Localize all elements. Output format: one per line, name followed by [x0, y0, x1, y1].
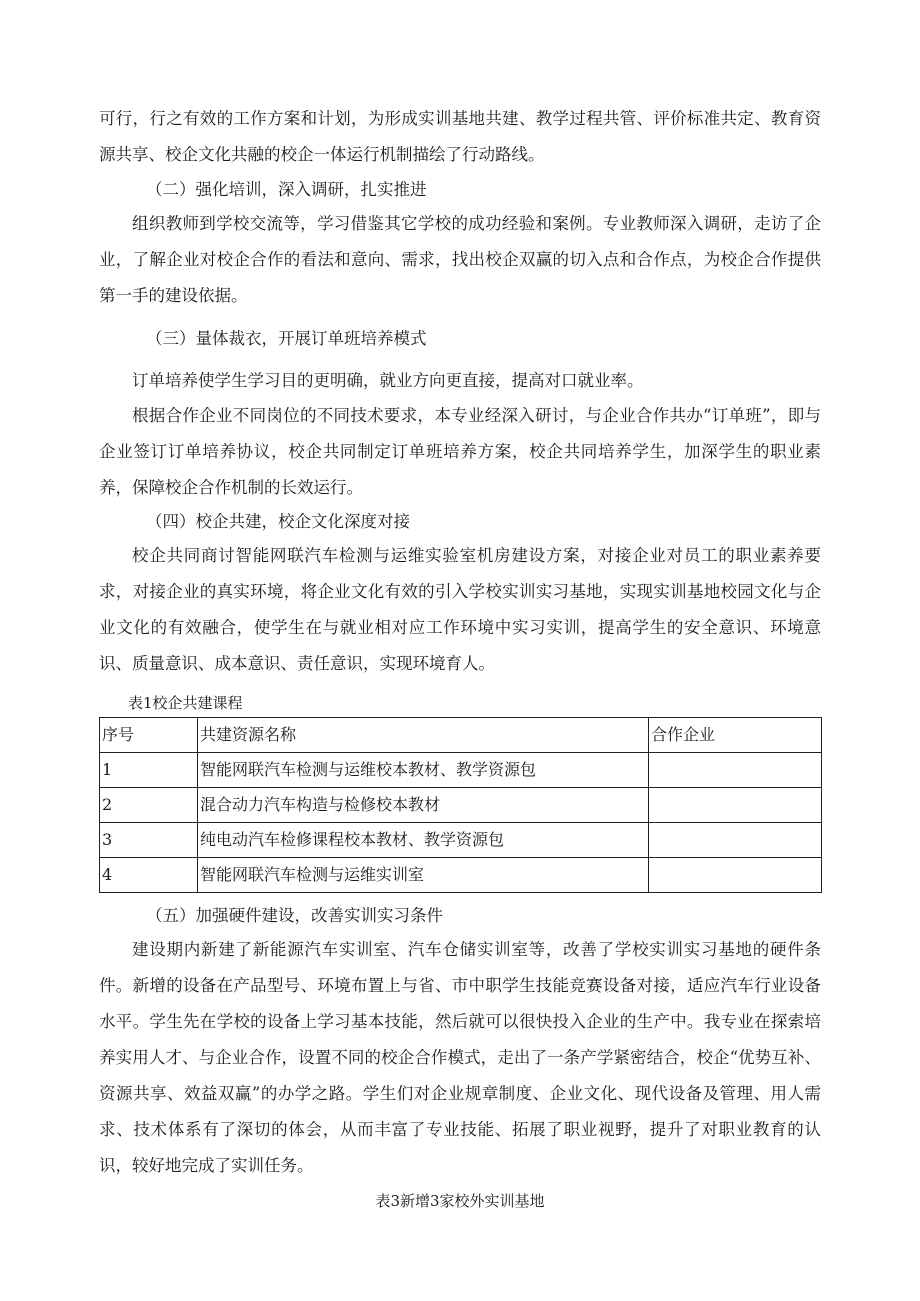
header-index: 序号: [100, 718, 198, 753]
cell-partner-company: [649, 823, 822, 858]
cell-resource-name: 智能网联汽车检测与运维校本教材、教学资源包: [198, 753, 649, 788]
table-header-row: [100, 718, 822, 753]
cell-resource-name: 混合动力汽车构造与检修校本教材: [198, 788, 649, 823]
cell-resource-name: 智能网联汽车检测与运维实训室: [198, 858, 649, 893]
cell-resource-name: 纯电动汽车检修课程校本教材、教学资源包: [198, 823, 649, 858]
cell-index: 2: [100, 788, 198, 823]
header-partner-company: 合作企业: [649, 718, 822, 753]
table3-caption: 表3新增3家校外实训基地: [375, 1192, 545, 1210]
paragraph-hardware-construction: 建设期内新建了新能源汽车实训室、汽车仓储实训室等，改善了学校实训实习基地的硬件条件。新增的设备在产品型号、环境布置上与省、市中职学生技能竞赛设备对接，适应汽车行业设备水平。学生先在学校的设备上学习基本技能，然后就可以很快投入企业的生产中。我专业在探索培养实用人才、与企业合作，设置不同的校企合作模式，走出了一条产学紧密结合，校企“优势互补、资源共享、效益双赢”的办学之路。学生们对企业规章制度、企业文化、现代设备及管理、用人需求、技术体系有了深切的体会，从而丰富了专业技能、拓展了职业视野，提升了对职业教育的认识，较好地完成了实训任务。: [99, 940, 821, 1175]
table-row: [100, 823, 822, 858]
paragraph-order-training-intro: 订单培养使学生学习目的更明确，就业方向更直接，提高对口就业率。: [132, 371, 644, 390]
cell-index: 3: [100, 823, 198, 858]
paragraph-culture-integration: 校企共同商讨智能网联汽车检测与运维实验室机房建设方案，对接企业对员工的职业素养要求，对接企业的真实环境，将企业文化有效的引入学校实训实习基地，实现实训基地校园文化与企业文化的有效融合，使学生在与就业相对应工作环境中实习实训，提高学生的安全意识、环境意识、质量意识、成本意识、责任意识，实现环境育人。: [99, 546, 821, 673]
section-heading-5: （五）加强硬件建设，改善实训实习条件: [146, 906, 443, 925]
table1-caption: 表1校企共建课程: [128, 694, 243, 712]
header-resource-name: 共建资源名称: [198, 718, 649, 753]
cell-partner-company: [649, 753, 822, 788]
table-row: [100, 788, 822, 823]
cell-partner-company: [649, 858, 822, 893]
paragraph-order-class: 根据合作企业不同岗位的不同技术要求，本专业经深入研讨，与企业合作共办“订单班”，即与企业签订订单培养协议，校企共同制定订单班培养方案，校企共同培养学生，加深学生的职业素养，保障校企合作机制的长效运行。: [99, 406, 821, 497]
co-built-courses-table: [99, 717, 822, 893]
table-row: [100, 753, 822, 788]
table-row: [100, 858, 822, 893]
paragraph-training-research: 组织教师到学校交流等，学习借鉴其它学校的成功经验和案例。专业教师深入调研，走访了企业，了解企业对校企合作的看法和意向、需求，找出校企双赢的切入点和合作点，为校企合作提供第一手的建设依据。: [99, 214, 821, 305]
cell-index: 1: [100, 753, 198, 788]
section-heading-4: （四）校企共建，校企文化深度对接: [146, 512, 410, 531]
paragraph-action-plan: 可行，行之有效的工作方案和计划，为形成实训基地共建、教学过程共管、评价标准共定、教育资源共享、校企文化共融的校企一体运行机制描绘了行动路线。: [99, 109, 821, 164]
section-heading-2: （二）强化培训，深入调研，扎实推进: [146, 180, 427, 199]
cell-index: 4: [100, 858, 198, 893]
cell-partner-company: [649, 788, 822, 823]
section-heading-3: （三）量体裁衣，开展订单班培养模式: [146, 329, 427, 348]
